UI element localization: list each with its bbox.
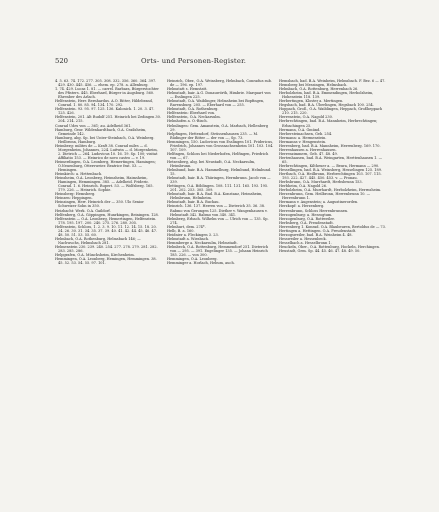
register-entry: Helmlingen: Gem. Amanstein, O.A. Marbach, Hellenberg 29. bbox=[167, 123, 268, 132]
register-entry: Heizbacht: Werk. O.A. Gaildorf. bbox=[55, 208, 111, 213]
register-entry: Hamburg, abg. Sp. bei Unter-Steinbach, O.A. Weinberg. Heilbronn, Hamburg. bbox=[55, 135, 155, 144]
register-entry: Helmstatt s. Hemstatt. bbox=[167, 87, 208, 92]
register-entry: Hemsberg bei Messingen, Helmsbach. bbox=[279, 83, 348, 88]
register-entry: Helfenstein. 93. 95. 97. 125. 136. Kalonich. 1. 20. 3. 47. 125. 426. bbox=[55, 107, 155, 116]
page-header bbox=[55, 57, 385, 69]
register-entry: Helmstadt a. Wiesbach. bbox=[167, 236, 210, 241]
register-column-left bbox=[55, 79, 162, 463]
register-entry: Helfingen, Schloss bei Niederhofen, Helfingen, Friedrich von —, 67. bbox=[167, 151, 269, 160]
register-entry: Heinsheim, O.A. Leonberg, Heimsheim, Haimsheim, Hamingen, Hemmingen. 385. — Adelheid. Frideric. Conrad. 1. 6. Heinrich. Rupert. 53. — Wolfsberg. 165. 179. 226. — Heinrich. Sophie. bbox=[55, 176, 154, 193]
register-entry: Herbsberg, O.A. Freudenstadt. bbox=[279, 220, 334, 225]
register-entry: Herrenstein, O.A. Nagold 230. bbox=[279, 115, 333, 120]
register-entry: Helfenstein, Herr. Bernhardus. A.O. Ritter, Hildebrand, Conrad. 1. 80. 85. 94. 134. 170. 292. bbox=[55, 99, 154, 108]
register-entry: Hermanns v. Hengenstein. bbox=[279, 139, 327, 144]
register-entry: Hemmingen, 150. Ludovicus von Esslingen 101. Fridericus, Friedrich, Johannes von Grosssachsenheim 101. 103. 104. 107. 109. bbox=[167, 139, 274, 152]
register-entry: Herrenberg, bad. B.A. Mannheim, Herrenberg. 169. 170. bbox=[279, 143, 381, 148]
register-entry: Herrenbrunn, Schloss Herrenbrunnen. bbox=[279, 208, 349, 213]
register-entry: Helmstadt, O.A. Waiblinger, Helmsheim bei Bopfingen, Ravensburg. 205. — Eberhard von — 255. bbox=[167, 99, 265, 108]
register-entry: Heimkirch: a. Hettenbach. bbox=[55, 172, 103, 177]
register-entry: Hemsbach, bad. B.A. Weinheim, Helmsbach. F. Bez. 6 — 47. bbox=[279, 79, 386, 83]
register-entry: Herrenhausen a. Herrenhausen. bbox=[279, 147, 337, 152]
register-entry: Helpfingen, Hettendorf, Strüssenhausen 235. — M. Rüdinger der Ritter — der von —, Sp. 73. bbox=[167, 131, 259, 140]
register-entry: Helmbach, O.A. Rottenburg, Herrenbach 26. bbox=[279, 87, 359, 92]
register-column-middle bbox=[167, 79, 274, 463]
register-entry: Helmbund, bair. B.A. Hammelburg, Helmbund, Helmbund. 15. bbox=[167, 168, 272, 177]
register-entry: Helb, B. a. 160. bbox=[167, 228, 195, 233]
register-entry: 1. 74. 429. Lucas 1. 81. — carrel. Barbara, Bürgerstochter des Pfisters. 445. Eberhard, Bürger in Augsburg. 560. Ehrenber des Arlach. bbox=[55, 87, 159, 100]
register-entry: Hettingen, O.A. Böblingen. 108. 111. 131. 165. 193. 195. 201. 202. 253. 305. 309. bbox=[167, 184, 269, 193]
register-entry: Helmstadt, bair. B.A. Buchau. bbox=[167, 200, 220, 205]
register-entry: Herzogsweiler, bad. B.A. Weinheim 4. 48. bbox=[279, 232, 353, 237]
register-entry: Herbolzheim, O.A. Murrhardt, Herbolzheim, Herrnsheim. bbox=[279, 188, 382, 193]
register-entry: Herzogenburg: a. Herzogtum. bbox=[279, 212, 333, 217]
register-entry: Hertingen a. Hettingen. O.A. Freudenstadt. bbox=[279, 228, 357, 233]
register-entry: Helfenstein, Schloss, 1. 2. 3. 9. 10. 11. 12. 14. 15. 18. 20. 24. 26. 30. 31. 34. 35. 37. 39. 40. 41. 42. 44. 45. 46. 47. 48. 50. 51. 53. 55. 60. bbox=[55, 224, 158, 237]
register-entry: Herbrechtingen, bad. B.A. Mannheim, Herbrechtingen; Erbachingen 25. bbox=[279, 119, 378, 128]
register-entry: Conrad Udes von — 361; au. Adelheid 361. bbox=[55, 123, 132, 128]
register-entry: Hermann, O.A. Gmünd. bbox=[279, 127, 321, 132]
register-entry: Hertbach, O.A. Heilbronn, Herbrechtingen 103. 107. 115. 193. 222. 427. 445. 450. 453. v. — Fronau. bbox=[279, 172, 382, 181]
register-entry: Helmstadt, bair. B.A. Thüringen, Hermbrunn. Jacob von — 339. bbox=[167, 176, 271, 185]
register-entry: Herzenbrunn, Gem. Heilbronn, Herrenbrunn 10. — Herrenbrunn 1. bbox=[279, 192, 371, 201]
register-entry: Helfenstein, 201. Alt Rudolf 251. Heinrich bei Zedingen 30. 204. 214. 215. bbox=[55, 115, 161, 124]
register-entry: Hertenhausen, bad. B.A. Weingarten, Herttenhausen 1. — 65. bbox=[279, 155, 383, 164]
page-title: Orts- und Personen-Register. bbox=[141, 57, 247, 65]
register-entry: Hemmingen, O.A. Leonberg, Hemingen, Hemmingen. 38. 45. 52. 53. 54. 55. 97. 101. bbox=[55, 257, 157, 266]
register-entry: Herbsbrunn, O.A. Murrhardt, Herbsbrunn 153. bbox=[279, 180, 363, 185]
register-entry: Helpgrafen, O.A. Münchsheim, Kirchenheim. bbox=[55, 253, 135, 258]
register-entry: Heinzingen, Herr. Heinrich der — 350. Ulo Senior Schweizer Sohn in 350. bbox=[55, 200, 144, 209]
register-entry: Helmbeck, O.A. Rottenburg, Hemmendorf 251. Dieterich von — 295. — 391. Engelinger 135. — Johann Heinrich 185. 226. — von 300. bbox=[167, 244, 269, 258]
register-entry: Herbrechtingen, Kiltheuer a. — Beura, Hermann — 290. bbox=[279, 163, 380, 168]
register-entry: Helfenberg, O.A. Göppingen, Hunrkingen, Beiningen. 128. bbox=[55, 212, 159, 217]
register-entry: Hamburg, Geor. Wildenhardtbach, O.A. Crailsheim, Gemeinde 142. bbox=[55, 127, 147, 136]
register-entry: Hoppach, Groß., O.A. Waiblingen, Heppach, Großheppach 210. 215. 220. bbox=[279, 107, 383, 116]
page-number: 520 bbox=[55, 57, 68, 65]
register-entry: Herbersteinachsen, Geb. 254. bbox=[279, 131, 333, 136]
register-column-right bbox=[279, 79, 386, 463]
register-entry: Hegsbach, bad. B.A. Überlingen, Hegsbach 100. 254. bbox=[279, 103, 374, 108]
register-entry: Heimberg: milites de — Kraft 38. Conrad miles — d. Morgenheim, Johannes, 224. Luitwin — d. Morgenheim, 2. Dietrich — 264. Ludovicus 10. 16. 19. Sp. 100; visitat Affiliatio 153. — Heinrico de novo castro — v. 19. bbox=[55, 143, 158, 160]
register-entry: Hemminger a. Horlach, Hebum, auch. bbox=[167, 261, 235, 266]
register-entry: Helmhofen a. O.-Bisch. bbox=[167, 119, 208, 124]
register-entry: Herbheim, O.A. Nagold 26. bbox=[279, 184, 328, 189]
register-entry: Hetzenberg, abg. bei Neustadt, O.A. Neckarsulm, Heimbrunn. bbox=[167, 159, 256, 168]
register-entry: Heustadt, Gem. Sp. 44. 45. 46. 47. 48. 49. 50. bbox=[279, 248, 361, 253]
register-entry: Herbolzheim, bad. B.A. Emmendingen, Herbolzheim, Hohenstein 118. 139. bbox=[279, 91, 374, 100]
register-entry: Helmstadt, bair. B.A. Bad. B.A. Konstanz, Heimsheim, Helmbrunn, Helmheim. bbox=[167, 192, 263, 201]
register-entry: Hemmingen, O.A. Leonberg. bbox=[167, 257, 218, 262]
register-entry: Heidnier a. Fleckingen 3. 23. bbox=[167, 232, 219, 237]
register-entry: Heinsberg: Hemsberg. bbox=[55, 192, 96, 197]
register-entry: Herrenzimmern, Geb. 47. 48. 49. bbox=[279, 151, 338, 156]
register-entry: Helmstadt, bair. A.G. Donauwörth, Himbrie. Marquart von — Esslingen 225. bbox=[167, 91, 271, 100]
register-entry: Heimerdingen, O.A. Leonberg, Hemertingen, Hamingen; O.Neuenburg, Ottersweier. Beatrice frat. 53. — Hemingen. bbox=[55, 159, 156, 173]
register-entry: Hessweiler a. Hessenbeck. bbox=[279, 236, 327, 241]
register-entry: Helmstadt, O.A. Rothenburg. bbox=[167, 107, 219, 112]
register-entry: Hermann: a. Hermenstein. bbox=[279, 135, 327, 140]
register-entry: Heinrich. 136. 137. Herren von — Dieterich 35. 36. 38. Rabmo von Gerungen 125. Diether v. Wangenhausen v. Helmstadt 342. Rabmo von 340. 341. bbox=[167, 204, 268, 217]
register-entry: Hermann v. Augenstein; a. Augustinerorden. bbox=[279, 200, 359, 205]
register-entry: Herzkopf: a. Herzenberg. bbox=[279, 204, 325, 209]
register-entry: Helfenstein, O.A. Neckarsulm. bbox=[167, 115, 221, 120]
register-entry: Helfenstein — O.A. Leonberg, Hemertingen, Helfenstein. 178. 195. 197. 200. 240. 275. 276. 280. 305. bbox=[55, 216, 157, 225]
register-entry: Heuckeln, Ober., O.A. Rottenburg, Hockeln, Herchingen. bbox=[279, 244, 380, 249]
register-entry: Herzogenburg, O.A. Rottweiler. bbox=[279, 216, 335, 221]
register-entry: Herrenberg 1. Konrad. O.A. Blaubeuren, Bertoldus de — 73. bbox=[279, 224, 386, 229]
register-entry: Helmhurt, dem. 274*. bbox=[167, 224, 206, 229]
register-entry: Hessellingen, bad. B.A. Weinsberg, Hesselingen 125. 189. bbox=[279, 168, 383, 173]
register-entry: Helmbach, O.A. Rothenburg, Helmsbach 146; — Nachwuchs, Helmsbach 281. bbox=[55, 236, 141, 245]
register-entry: Herbertingen, Kloster a. Mertingen. bbox=[279, 99, 344, 104]
register-entry: Hemmberge a. Neckarsulm, Helmstadt. bbox=[167, 240, 238, 245]
register-entry: Hesselbach a. Hesselbronn 1. bbox=[279, 240, 332, 245]
register-entry: Heinrich, Ober., O.A. Weinsberg, Helmbach, Conradus sub. de — 196. ep. 197. bbox=[167, 79, 273, 88]
register-entry: Helfenstein: Eberhard von. bbox=[167, 111, 216, 116]
register-entry: Helmberg, Erbach. Wilhelm von — Ulrich von — 135. Sp. 274. bbox=[167, 216, 269, 225]
register-entry: 4. 5. 63. 74. 172. 277. 305. 308. 332. 356. 360. 364. 397. 429. 430. 445. 456. — ehem. ep. 278. a. Allenburg. bbox=[55, 79, 157, 88]
register-entry: Helmenstein 230. 239. 240. 254. 277. 278. 279. 281. 282. 283. 285. 286. bbox=[55, 244, 158, 253]
register-entry: Heinzen: Heppingen. bbox=[55, 196, 93, 201]
